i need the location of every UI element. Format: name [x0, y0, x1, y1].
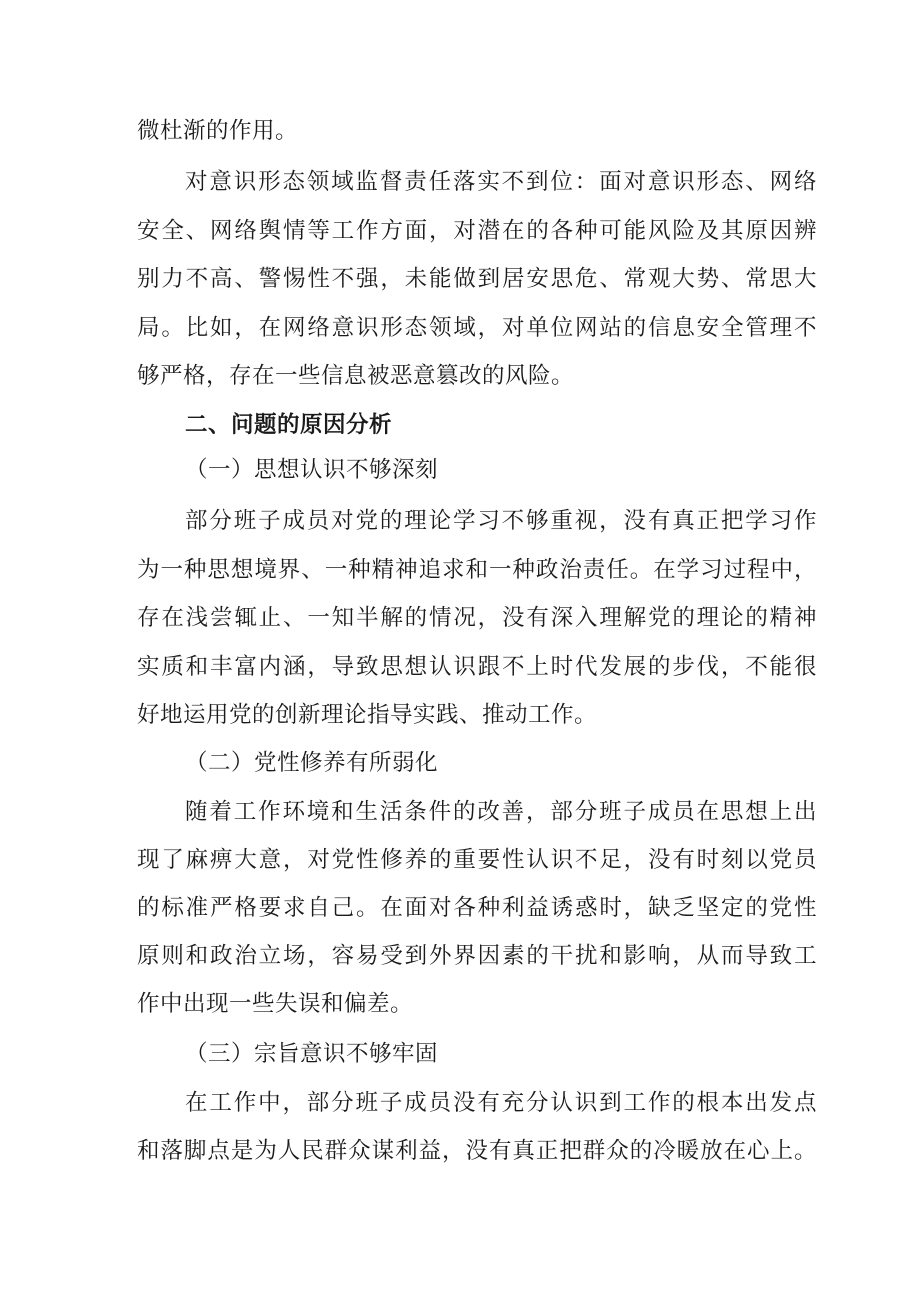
paragraph-line: 和落脚点是为人民群众谋利益，没有真正把群众的冷暖放在心上。 — [137, 1138, 817, 1164]
paragraph-line: 为一种思想境界、一种精神追求和一种政治责任。在学习过程中， — [137, 557, 817, 583]
subsection-title: （二）党性修养有所弱化 — [185, 750, 439, 776]
paragraph-line: 在工作中，部分班子成员没有充分认识到工作的根本出发点 — [185, 1090, 817, 1116]
paragraph-line: 的标准严格要求自己。在面对各种利益诱惑时，缺乏坚定的党性 — [137, 895, 817, 921]
paragraph-line: 现了麻痹大意，对党性修养的重要性认识不足，没有时刻以党员 — [137, 847, 817, 873]
paragraph-line: 存在浅尝辄止、一知半解的情况，没有深入理解党的理论的精神 — [137, 605, 817, 631]
paragraph-line: 别力不高、警惕性不强，未能做到居安思危、常观大势、常思大 — [137, 266, 817, 292]
paragraph-line: 好地运用党的创新理论指导实践、推动工作。 — [137, 702, 598, 728]
paragraph-line: 够严格，存在一些信息被恶意篡改的风险。 — [137, 363, 575, 389]
paragraph-line: 微杜渐的作用。 — [137, 118, 299, 144]
paragraph-line: 局。比如，在网络意识形态领域，对单位网站的信息安全管理不 — [137, 315, 817, 341]
subsection-title: （一）思想认识不够深刻 — [185, 457, 439, 483]
paragraph-line: 作中出现一些失误和偏差。 — [137, 991, 414, 1017]
section-heading: 二、问题的原因分析 — [185, 412, 393, 438]
paragraph-line: 对意识形态领域监督责任落实不到位：面对意识形态、网络 — [185, 169, 817, 195]
subsection-title: （三）宗旨意识不够牢固 — [185, 1041, 439, 1067]
paragraph-line: 随着工作环境和生活条件的改善，部分班子成员在思想上出 — [185, 799, 817, 825]
paragraph-line: 部分班子成员对党的理论学习不够重视，没有真正把学习作 — [185, 508, 817, 534]
paragraph-line: 原则和政治立场，容易受到外界因素的干扰和影响，从而导致工 — [137, 943, 817, 969]
paragraph-line: 安全、网络舆情等工作方面，对潜在的各种可能风险及其原因辨 — [137, 218, 817, 244]
paragraph-line: 实质和丰富内涵，导致思想认识跟不上时代发展的步伐，不能很 — [137, 654, 817, 680]
